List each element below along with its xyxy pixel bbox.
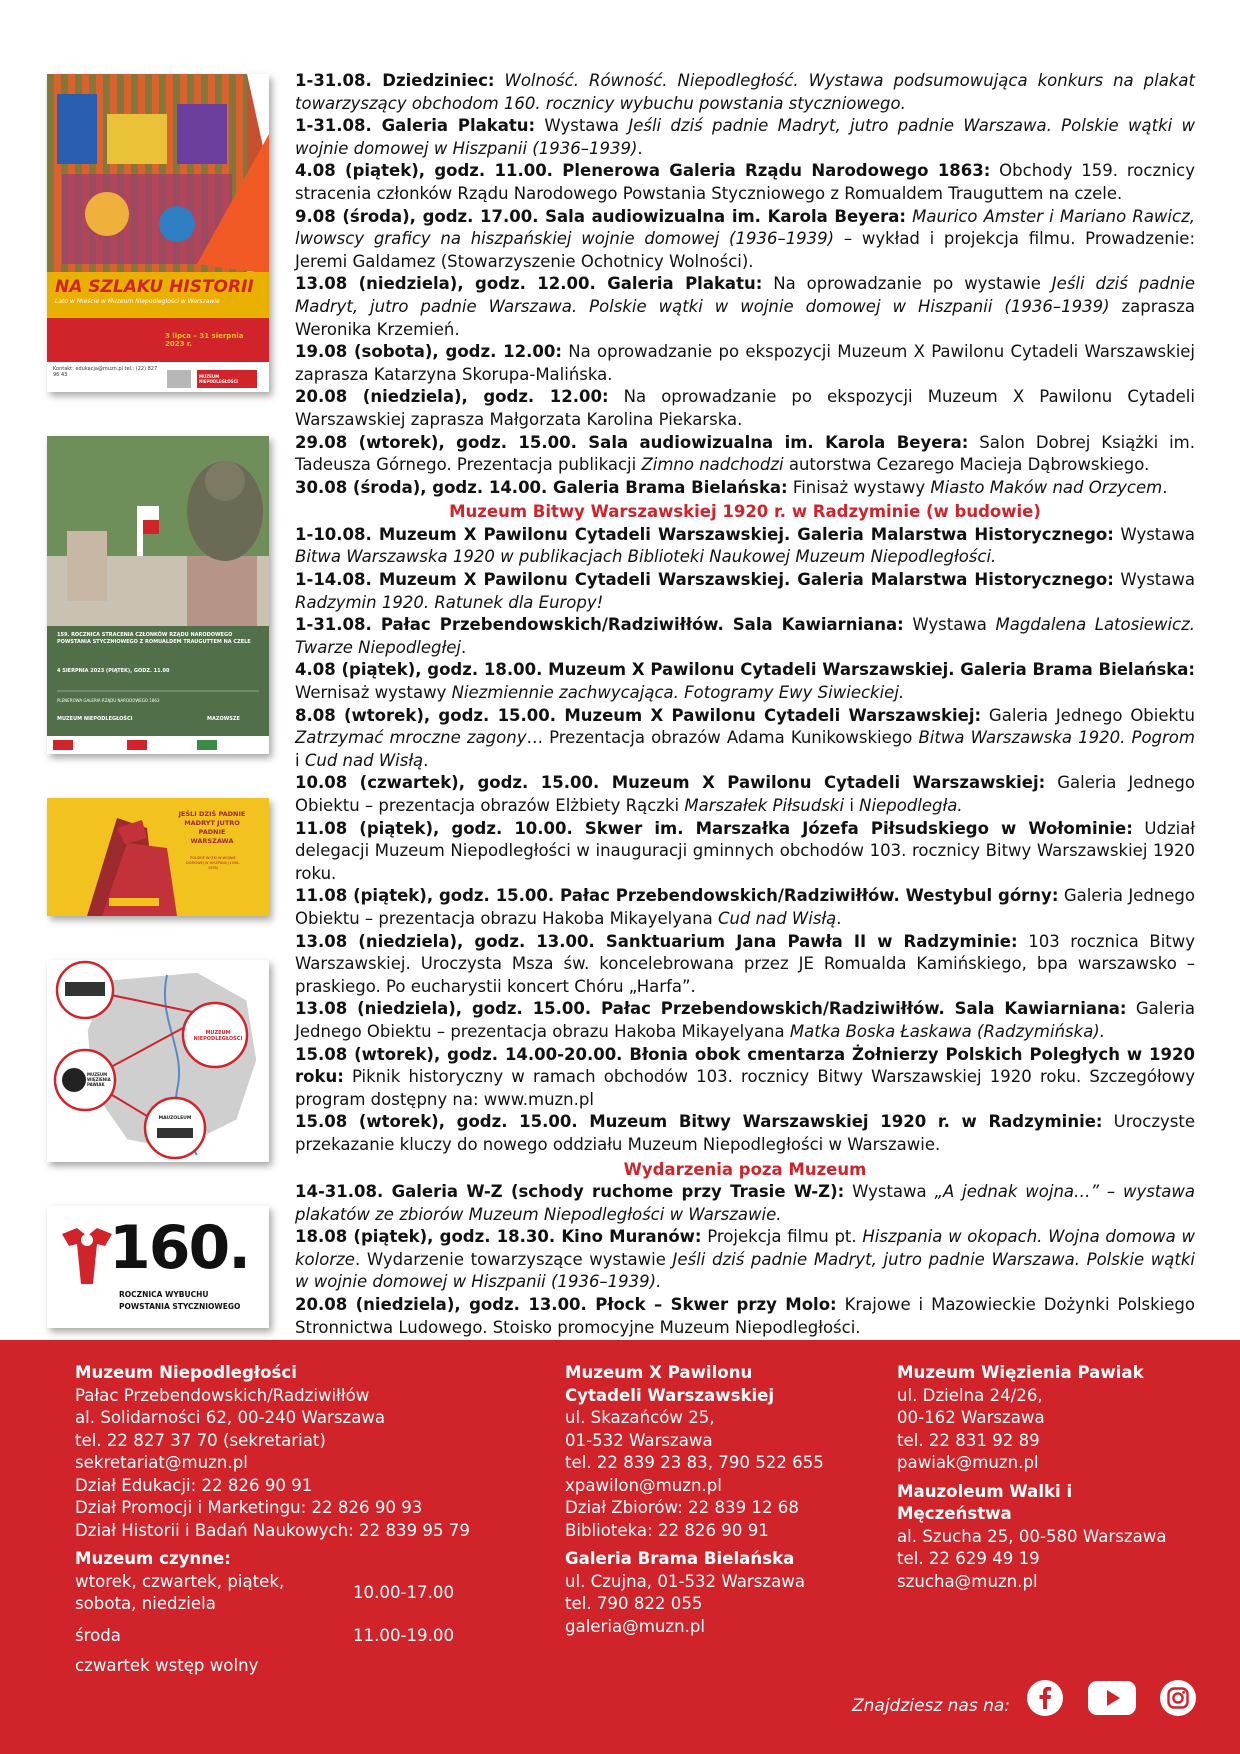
event-item xyxy=(295,998,1195,1043)
event-text: Finisaż wystawy xyxy=(787,477,931,497)
logo-number: 160. xyxy=(109,1213,250,1283)
event-title: Bitwa Warszawska 1920. Pogrom xyxy=(918,728,1195,748)
event-date-place: 1-31.08. Galeria Plakatu: xyxy=(295,116,536,136)
opening-hours-days: wtorek, czwartek, piątek, sobota, niedziela xyxy=(75,1571,285,1613)
event-text: Na oprowadzanie po wystawie xyxy=(762,274,1052,294)
youtube-icon[interactable] xyxy=(1088,1681,1136,1715)
event-title: Bitwa Warszawska 1920 w publikacjach Biblioteki Naukowej Muzeum Niepodległości. xyxy=(295,547,997,567)
event-text: Wystawa xyxy=(1113,570,1195,590)
event-date-place: 14-31.08. Galeria W-Z (schody ruchome przy Trasie W-Z): xyxy=(295,1182,845,1202)
footer-line: al. Solidarności 62, 00-240 Warszawa xyxy=(75,1408,386,1427)
opening-hours-day: środa xyxy=(75,1625,121,1645)
event-title: Magdalena Latosiewicz. Twarze Niepodległej xyxy=(295,615,1196,657)
free-entry-note: czwartek wstęp wolny xyxy=(75,1655,259,1675)
event-date-place: 13.08 (niedziela), godz. 15.00. Pałac Przebendowskich/Radziwiłłów. Sala Kawiarniana: xyxy=(295,999,1127,1019)
event-text: – wykład i projekcja filmu. Prowadzenie: Jeremi Galdamez (Stowarzyszenie Ochotnicy Wolności). xyxy=(295,229,1195,271)
footer-email[interactable]: sekretariat@muzn.pl xyxy=(75,1453,248,1472)
event-title: Radzymin 1920. Ratunek dla Europy! xyxy=(295,592,604,612)
event-date-place: 29.08 (wtorek), godz. 15.00. Sala audiowizualna im. Karola Beyera: xyxy=(295,432,969,452)
event-date-place: 15.08 (wtorek), godz. 15.00. Muzeum Bitwy Warszawskiej 1920 r. w Radzyminie: xyxy=(295,1112,1103,1132)
poster-heading: 159. ROCZNICA STRACENIA CZŁONKÓW RZĄDU NARODOWEGO POWSTANIA STYCZNIOWEGO Z ROMUALDEM TRAUGUTTEM NA CZELE xyxy=(57,632,251,645)
poster-madryt-warszawa xyxy=(47,798,269,916)
footer-title: Muzeum X Pawilonu Cytadeli Warszawskiej xyxy=(565,1363,775,1405)
event-date-place: 1-31.08. Pałac Przebendowskich/Radziwiłłów. Sala Kawiarniana: xyxy=(295,615,904,635)
instagram-icon[interactable] xyxy=(1159,1679,1197,1717)
warsaw-map xyxy=(47,960,269,1162)
footer-line: 01-532 Warszawa xyxy=(565,1430,713,1450)
event-date-place: 13.08 (niedziela), godz. 13.00. Sanktuarium Jana Pawła II w Radzyminie: xyxy=(295,931,1018,951)
event-item xyxy=(295,1226,1195,1294)
event-item xyxy=(295,477,1195,500)
opening-hours-time: 10.00-17.00 xyxy=(353,1582,454,1602)
event-date-place: 1-31.08. Dziedziniec: xyxy=(295,71,495,90)
event-list xyxy=(295,70,1195,1339)
event-item xyxy=(295,1044,1195,1112)
event-title: Cud nad Wisłą xyxy=(717,908,837,928)
footer-line: ul. Skazańców 25, xyxy=(565,1408,715,1427)
footer-email[interactable]: galeria@muzn.pl xyxy=(565,1616,706,1636)
footer-email[interactable]: xpawilon@muzn.pl xyxy=(565,1475,722,1495)
map-label-muzeum: MUZEUM NIEPODLEGŁOŚCI xyxy=(193,1030,243,1042)
footer-line: tel. 22 839 23 83, 790 522 655 xyxy=(565,1453,824,1472)
footer-line: Pałac Przebendowskich/Radziwiłłów xyxy=(75,1385,370,1405)
poster-logo: MUZEUM NIEPODLEGŁOŚCI xyxy=(199,374,238,384)
event-text: Projekcja filmu pt. xyxy=(701,1227,863,1247)
event-item xyxy=(295,885,1195,930)
event-item xyxy=(295,115,1195,160)
event-item xyxy=(295,432,1195,477)
event-item xyxy=(295,341,1195,386)
logo-line-2: POWSTANIA STYCZNIOWEGO xyxy=(119,1302,241,1311)
poster-logo-mazowsze: MAZOWSZE xyxy=(207,716,240,722)
event-text: i xyxy=(295,750,305,770)
footer-col-muzeum-niepodleglosci xyxy=(75,1362,545,1677)
event-text: Galeria Jednego Obiektu – prezentacja obrazu Hakoba Mikayelyana xyxy=(295,886,1195,928)
event-text: Krajowe i Mazowieckie Dożynki Polskiego Stronnictwa Ludowego. Stoisko promocyjne Muzeum Niepodległości. xyxy=(295,1295,1195,1337)
event-item xyxy=(295,206,1195,274)
event-title: Niepodległa. xyxy=(859,796,963,815)
event-date-place: 13.08 (niedziela), godz. 12.00. Galeria Plakatu: xyxy=(295,274,763,294)
footer-contacts xyxy=(0,1340,1240,1754)
poster-title: JEŚLI DZIŚ PADNIE MADRYT JUTRO PADNIE WARSZAWA xyxy=(178,810,246,845)
footer-line: Dział Promocji i Marketingu: 22 826 90 93 xyxy=(75,1498,423,1517)
event-text: Wystawa xyxy=(903,615,996,635)
facebook-icon[interactable] xyxy=(1026,1679,1064,1717)
event-date-place: 4.08 (piątek), godz. 18.00. Muzeum X Pawilonu Cytadeli Warszawskiej. Galeria Brama Bielańska: xyxy=(295,660,1195,680)
event-text: … Prezentacja obrazów Adama Kunikowskiego xyxy=(526,728,919,748)
event-text: Wystawa xyxy=(535,116,629,136)
event-title: Jeśli dziś padnie Madryt, jutro padnie Warszawa. Polskie wątki w wojnie domowej w Hiszpanii (1936–1939) xyxy=(295,116,1196,158)
poster-logo: MUZEUM NIEPODLEGŁOŚCI xyxy=(57,716,133,722)
event-title: Marszałek Piłsudski xyxy=(684,796,845,815)
poster-traugutt-anniversary xyxy=(47,436,269,754)
event-date-place: 1-10.08. Muzeum X Pawilonu Cytadeli Warszawskiej. Galeria Malarstwa Historycznego: xyxy=(295,524,1114,544)
event-item xyxy=(295,931,1195,999)
map-label-mauzoleum: MAUZOLEUM xyxy=(158,1116,192,1121)
event-text xyxy=(495,71,505,90)
event-item xyxy=(295,569,1195,614)
event-date-place: 1-14.08. Muzeum X Pawilonu Cytadeli Warszawskiej. Galeria Malarstwa Historycznego: xyxy=(295,570,1114,590)
social-label: Znajdziesz nas na: xyxy=(852,1696,1011,1716)
event-text: 103 rocznica Bitwy Warszawskiej. Uroczysta Msza św. koncelebrowana przez JE Romualda Kamińskiego, bpa warszawsko – praskiego. Po eucharystii koncert Chóru „Harfa”. xyxy=(295,931,1196,996)
section-heading: Muzeum Bitwy Warszawskiej 1920 r. w Radzyminie (w budowie) xyxy=(449,502,1041,522)
event-text: Obchody 159. rocznicy stracenia członków Rządu Narodowego Powstania Styczniowego z Romualdem Trauguttem na czele. xyxy=(295,161,1195,203)
poster-contact: Kontakt: edukacja@muzn.pl tel.: (22) 827 96 43 xyxy=(53,366,158,378)
opening-hours-row-2 xyxy=(75,1625,545,1655)
logo-line-1: ROCZNICA WYBUCHU xyxy=(119,1290,209,1299)
footer-line: 00-162 Warszawa xyxy=(897,1408,1045,1427)
event-item xyxy=(295,386,1195,431)
event-title: Hiszpania w okopach. Wojna domowa w kolorze xyxy=(295,1227,1195,1269)
event-title: Wolność. Równość. Niepodległość. Wystawa podsumowująca konkurs na plakat towarzyszący obchodom 160. rocznicy wybuchu powstania styczniowego. xyxy=(295,71,1195,113)
poster-title: NA SZLAKU HISTORII xyxy=(55,277,254,297)
event-item xyxy=(295,818,1195,886)
opening-hours-row-1 xyxy=(75,1571,545,1617)
event-text: Udział delegacji Muzeum Niepodległości w inauguracji gminnych obchodów 103. rocznicy Bitwy Warszawskiej 1920 roku. xyxy=(295,818,1195,883)
footer-title: Galeria Brama Bielańska xyxy=(565,1549,795,1568)
event-title: Niezmiennie zachwycająca. Fotogramy Ewy Siwieckiej. xyxy=(451,683,905,703)
poster-place: PLENEROWA GALERIA RZĄDU NARODOWEGO 1863 xyxy=(57,698,160,703)
event-item xyxy=(295,1181,1195,1226)
event-text: Wystawa xyxy=(844,1182,935,1202)
footer-line: tel. 22 629 49 19 xyxy=(897,1549,1040,1568)
event-title: Cud nad Wisłą xyxy=(304,750,424,770)
footer-line: al. Szucha 25, 00-580 Warszawa xyxy=(897,1526,1167,1546)
opening-hours-title: Muzeum czynne: xyxy=(75,1549,231,1568)
event-text: Salon Dobrej Książki im. Tadeusza Górnego. Prezentacja publikacji xyxy=(295,432,1195,475)
event-text: . xyxy=(1162,477,1168,497)
footer-email[interactable]: szucha@muzn.pl xyxy=(897,1571,1038,1591)
footer-line: Dział Zbiorów: 22 839 12 68 xyxy=(565,1498,799,1517)
event-text: Galeria Jednego Obiektu – prezentacja obrazu Hakoba Mikayelyana xyxy=(295,999,1196,1041)
footer-line: tel. 22 827 37 70 (sekretariat) xyxy=(75,1430,326,1450)
footer-line: ul. Dzielna 24/26, xyxy=(897,1385,1043,1405)
event-item xyxy=(295,614,1195,659)
event-item xyxy=(295,1111,1195,1156)
footer-line: Dział Edukacji: 22 826 90 91 xyxy=(75,1475,313,1495)
event-date-place: 9.08 (środa), godz. 17.00. Sala audiowizualna im. Karola Beyera: xyxy=(295,206,906,226)
footer-email[interactable]: pawiak@muzn.pl xyxy=(897,1453,1039,1472)
event-date-place: 18.08 (piątek), godz. 18.30. Kino Muranów: xyxy=(295,1227,702,1247)
poster-na-szlaku-historii xyxy=(47,74,269,392)
event-item xyxy=(295,705,1195,773)
event-item xyxy=(295,772,1195,817)
poster-subtitle: Lato w Mieście w Muzeum Niepodległości w Warszawie xyxy=(55,298,220,305)
poster-photo xyxy=(47,436,269,754)
eagle-logo-icon xyxy=(57,1224,117,1294)
footer-col-pawiak xyxy=(897,1362,1197,1593)
event-title: Maurico Amster i Mariano Rawicz, lwowscy graficy na hiszpańskiej wojnie domowej (1936–1939) xyxy=(295,206,1195,249)
event-title: Zatrzymać mroczne zagony xyxy=(295,728,527,748)
footer-line: ul. Czujna, 01-532 Warszawa xyxy=(565,1571,805,1591)
event-text: Piknik historyczny w ramach obchodów 103. rocznicy Bitwy Warszawskiej 1920 roku. Szczegółowy program dostępny na: www.muzn.pl xyxy=(295,1067,1195,1109)
event-item xyxy=(295,659,1195,704)
footer-title: Muzeum Więzienia Pawiak xyxy=(897,1363,1144,1382)
footer-title: Mauzoleum Walki i Męczeństwa xyxy=(897,1481,1073,1523)
event-date-place: 10.08 (czwartek), godz. 15.00. Muzeum X Pawilonu Cytadeli Warszawskiej: xyxy=(295,773,1046,793)
event-item xyxy=(295,273,1195,341)
event-text: Galeria Jednego Obiektu xyxy=(981,705,1195,725)
poster-date: 4 SIERPNIA 2023 (PIĄTEK), GODZ. 11.00 xyxy=(57,668,170,674)
event-text: i xyxy=(844,796,860,815)
event-text: . xyxy=(460,637,467,657)
event-title: Zimno nadchodzi xyxy=(641,455,784,475)
event-title: Miasto Maków nad Orzycem xyxy=(930,477,1163,497)
poster-dates: 3 lipca – 31 sierpnia 2023 r. xyxy=(165,332,244,348)
event-date-place: 20.08 (niedziela), godz. 13.00. Płock – Skwer przy Molo: xyxy=(295,1295,837,1315)
footer-line: Biblioteka: 22 826 90 91 xyxy=(565,1520,769,1540)
map-of-museum-branches xyxy=(47,960,269,1162)
event-text: Wernisaż wystawy xyxy=(295,683,452,703)
event-text: Na oprowadzanie po ekspozycji Muzeum X Pawilonu Cytadeli Warszawskiej zaprasza Katarzyna Skorupa-Malińska. xyxy=(295,342,1196,384)
event-text: autorstwa Cezarego Macieja Dąbrowskiego. xyxy=(783,455,1150,475)
event-text: Galeria Jednego Obiektu – prezentacja obrazów Elżbiety Rączki xyxy=(295,773,1195,815)
opening-hours-time: 11.00-19.00 xyxy=(353,1625,454,1645)
event-date-place: 4.08 (piątek), godz. 11.00. Plenerowa Galeria Rządu Narodowego 1863: xyxy=(295,161,991,181)
event-title: Jeśli dziś padnie Madryt, jutro padnie Warszawa. Polskie wątki w wojnie domowej w Hiszpanii (1936–1939). xyxy=(295,1249,1195,1292)
event-date-place: 11.08 (piątek), godz. 10.00. Skwer im. Marszałka Józefa Piłsudskiego w Wołominie: xyxy=(295,818,1133,838)
event-text: . xyxy=(637,138,643,158)
event-text: Uroczyste przekazanie kluczy do nowego oddziału Muzeum Niepodległości w Warszawie. xyxy=(295,1112,1195,1154)
event-item xyxy=(295,160,1195,205)
footer-title: Muzeum Niepodległości xyxy=(75,1363,297,1382)
event-title: Matka Boska Łaskawa (Radzymińska). xyxy=(789,1021,1105,1041)
event-text: zaprasza Weronika Krzemień. xyxy=(295,296,1195,339)
section-heading: Wydarzenia poza Muzeum xyxy=(623,1159,867,1179)
footer-line: tel. 22 831 92 89 xyxy=(897,1430,1040,1450)
event-date-place: 11.08 (piątek), godz. 15.00. Pałac Przebendowskich/Radziwiłłów. Westybul górny: xyxy=(295,886,1059,906)
event-item xyxy=(295,70,1195,115)
event-text: . xyxy=(423,750,429,770)
map-label-pawiak: MUZEUM WIĘZIENIA PAWIAK xyxy=(87,1072,111,1087)
event-date-place: 8.08 (wtorek), godz. 15.00. Muzeum X Pawilonu Cytadeli Warszawskiej: xyxy=(295,705,982,725)
event-text: Wystawa xyxy=(1113,524,1195,544)
event-date-place: 30.08 (środa), godz. 14.00. Galeria Brama Bielańska: xyxy=(295,477,788,497)
footer-col-x-pawilon xyxy=(565,1362,865,1638)
event-text: Na oprowadzanie po ekspozycji Muzeum X Pawilonu Cytadeli Warszawskiej zaprasza Małgorzata Karolina Piekarska. xyxy=(295,387,1195,429)
event-text: . xyxy=(836,908,842,928)
event-title: Jeśli dziś padnie Madryt, jutro padnie Warszawa. Polskie wątki w wojnie domowej w Hiszpanii (1936–1939) xyxy=(295,274,1196,316)
event-text: . Wydarzenie towarzyszące wystawie xyxy=(354,1249,673,1269)
event-date-place: 15.08 (wtorek), godz. 14.00-20.00. Błonia obok cmentarza Żołnierzy Polskich Poległych w 1920 roku: xyxy=(295,1044,1195,1087)
event-date-place: 20.08 (niedziela), godz. 12.00: xyxy=(295,387,609,407)
event-title: „A jednak wojna…” – wystawa plakatów ze zbiorów Muzeum Niepodległości w Warszawie. xyxy=(295,1182,1195,1224)
event-item xyxy=(295,524,1195,569)
footer-line: tel. 790 822 055 xyxy=(565,1594,703,1613)
event-date-place: 19.08 (sobota), godz. 12.00: xyxy=(295,342,562,362)
event-item xyxy=(295,1294,1195,1339)
poster-subtitle: POLSKIE WĄTKI W WOJNIE DOMOWEJ W HISZPANII (1936–1939) xyxy=(186,856,240,870)
logo-160-anniversary xyxy=(47,1206,269,1328)
footer-line: Dział Historii i Badań Naukowych: 22 839 95 79 xyxy=(75,1520,470,1540)
